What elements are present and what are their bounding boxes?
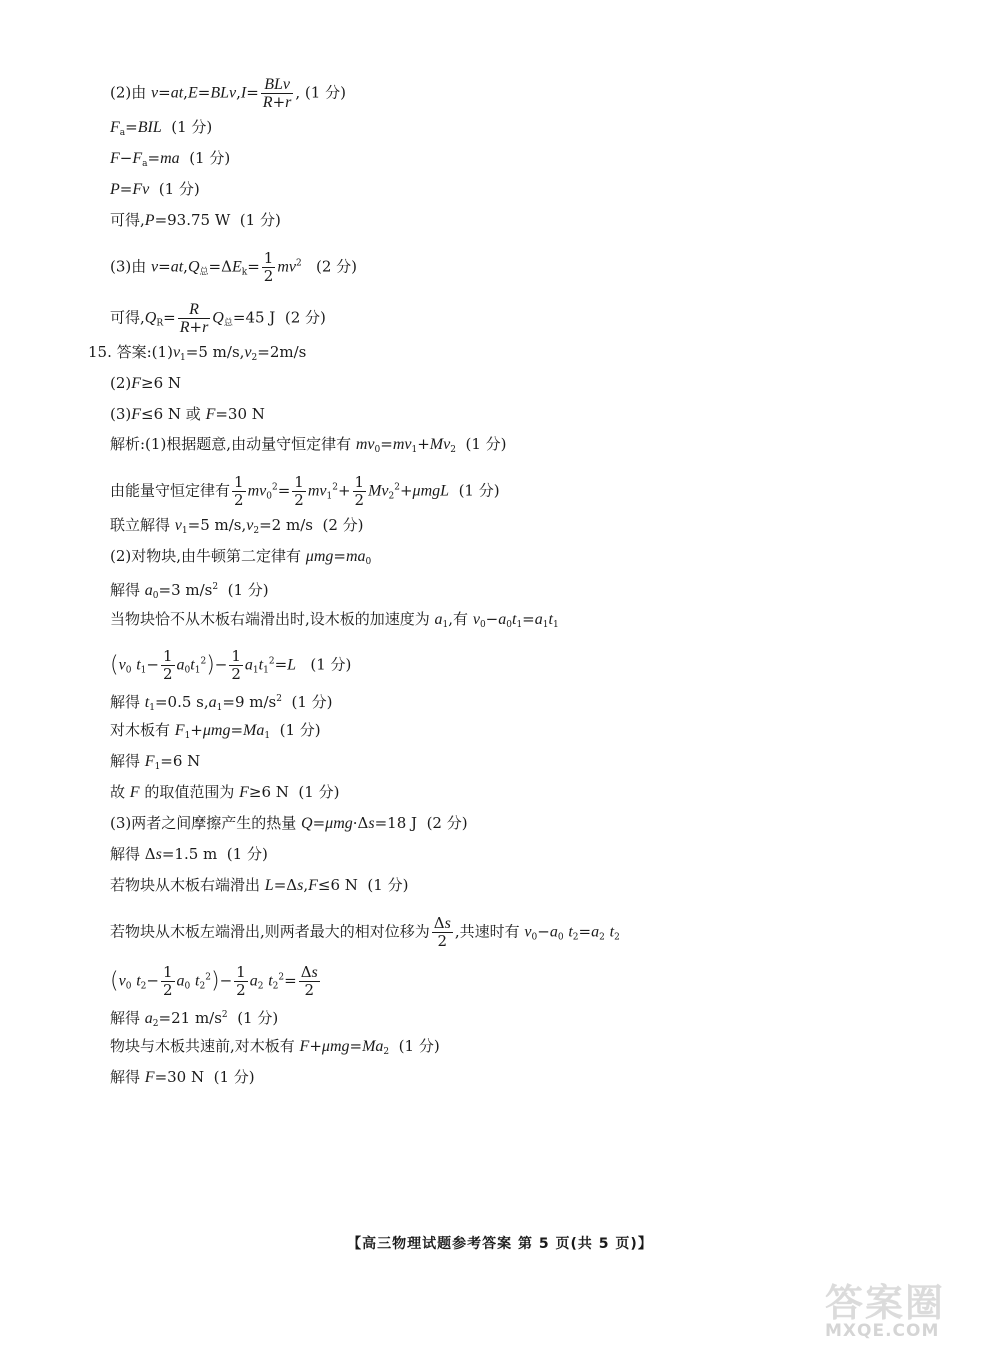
question-15-answer: 15. 答案$:(1)v_1=5$ $m/s,v_2=2m/s$ bbox=[88, 343, 307, 363]
formula-line: (2)对物块,由牛顿第二定律有 $\mu mg=ma_0$ bbox=[110, 547, 372, 567]
formula-line: (2)由 v=at,E=BLv,I= BLv R+r , (1 分) bbox=[110, 76, 346, 111]
formula-line: 联立解得 $v_1=5$ $m/s,v_2=2$ m/s (2 分) bbox=[110, 516, 364, 536]
formula-line: ($v_0$ $t_2-$ $\frac{1}{2}$ $a_0$ $t_2^2)-$ $\frac{1}{2}$ $a_2$ $t_2^2=$ $\frac{\Delta s}{2}$ bbox=[110, 963, 318, 999]
formula-line: $F_a=BIL$ (1 分) bbox=[110, 118, 213, 138]
formula-line: 物块与木板共速前,对木板有 $F+\mu mg=Ma_2$ (1 分) bbox=[110, 1037, 440, 1057]
formula-line: (2)F≥6 N bbox=[110, 374, 182, 392]
formula-line: 解得 $F_1=6$ N bbox=[110, 752, 201, 772]
page-footer: 【高三物理试题参考答案 第 5 页(共 5 页)】 bbox=[347, 1236, 653, 1252]
formula-line: 解得 $a_2=21$ $m/s^2$ (1 分) bbox=[110, 1009, 279, 1029]
formula-line: (3)两者之间摩擦产生的热量 Q=μmg·Δs=18 J (2 分) bbox=[110, 814, 468, 832]
formula-line: $F-F_a=ma$ (1 分) bbox=[110, 149, 231, 169]
formula-line: P=Fv (1 分) bbox=[110, 180, 200, 198]
formula-line: 解得 Δs=1.5 m (1 分) bbox=[110, 845, 268, 863]
formula-line: 解析:(1)根据题意,由动量守恒定律有 $mv_0=mv_1+Mv_2$ (1 分) bbox=[110, 435, 507, 455]
formula-line: 故 F 的取值范围为 F≥6 N (1 分) bbox=[110, 783, 340, 801]
formula-line: 解得 $t_1=0.5$ $s,a_1=9$ $m/s^2$ (1 分) bbox=[110, 693, 333, 713]
formula-line: 解得 $a_0=3$ $m/s^2$ (1 分) bbox=[110, 581, 269, 601]
formula-line: 可得,P=93.75 W (1 分) bbox=[110, 211, 281, 229]
watermark-url: MXQE.COM bbox=[825, 1321, 940, 1341]
formula-line: ($v_0$ $t_1-$ $\frac{1}{2}$ $a_0t_1^2)-$ $\frac{1}{2}$ $a_1t_1^2=L$ (1 分) bbox=[110, 647, 352, 683]
formula-line: (3)由 $v=at,Q_总=\Delta E_k=$ $\frac{1}{2}$ $mv^2$ (2 分) bbox=[110, 249, 358, 285]
formula-line: 当物块恰不从木板右端滑出时,设木板的加速度为 $a_1$,有 $v_0-a_0t_1=a_1t_1$ bbox=[110, 610, 559, 630]
formula-line: (3)F≤6 N 或 F=30 N bbox=[110, 405, 265, 423]
formula-line: 由能量守恒定律有 $\frac{1}{2}$ $mv_0^2=$ $\frac{1}{2}$ $mv_1^2+$ $\frac{1}{2}$ $Mv_2^2+\mu mgL$ (1 分) bbox=[110, 473, 500, 509]
watermark-logo bbox=[825, 1283, 995, 1345]
formula-line: 可得$,Q_R=$ $\frac{R}{R+r}$ $Q_总=45$ J (2 分) bbox=[110, 301, 326, 336]
formula-line: 若物块从木板左端滑出,则两者最大的相对位移为 $\frac{\Delta s}{2}$ ,共速时有 $v_0-a_0$ $t_2=a_2$ $t_2$ bbox=[110, 914, 620, 950]
watermark-logo-text: 答案圈 bbox=[825, 1281, 946, 1325]
formula-line: 解得 F=30 N (1 分) bbox=[110, 1068, 255, 1086]
formula-line: 对木板有 $F_1+\mu mg=Ma_1$ (1 分) bbox=[110, 721, 321, 741]
formula-line: 若物块从木板右端滑出 L=Δs,F≤6 N (1 分) bbox=[110, 876, 409, 894]
